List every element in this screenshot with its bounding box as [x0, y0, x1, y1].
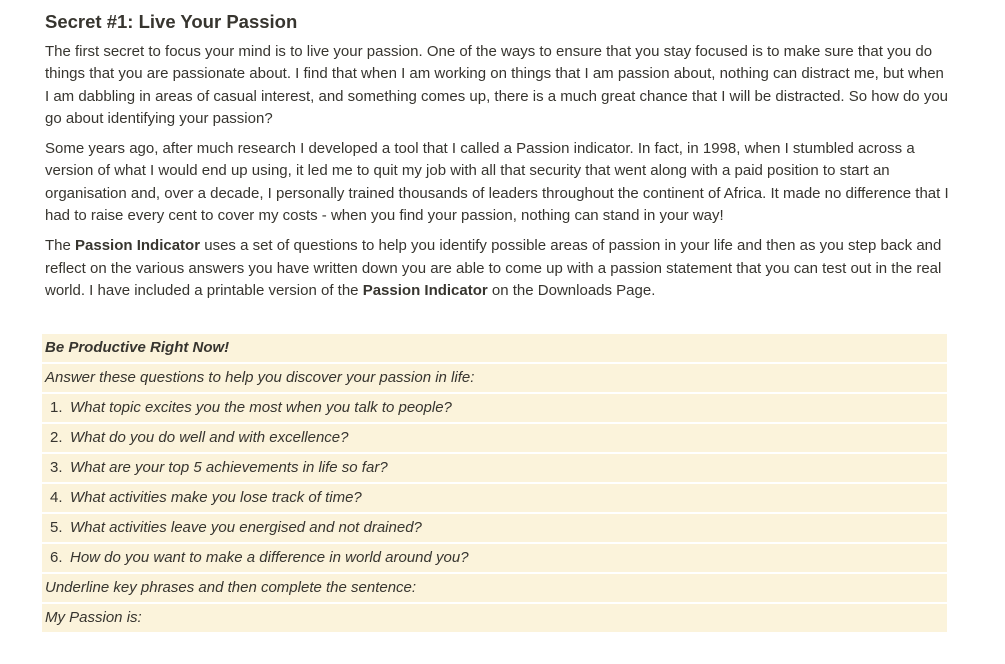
question-number: 6.: [50, 549, 63, 566]
question-item: [42, 544, 947, 572]
question-text: What activities make you lose track of time?: [70, 489, 362, 506]
question-number: 1.: [50, 399, 63, 416]
question-text: What activities leave you energised and not drained?: [70, 519, 422, 536]
question-text: What topic excites you the most when you talk to people?: [70, 399, 452, 416]
question-item: [42, 484, 947, 512]
question-text: What are your top 5 achievements in life so far?: [70, 459, 388, 476]
bold-term-passion-indicator: Passion Indicator: [362, 281, 488, 299]
callout-instruction: Underline key phrases and then complete the sentence:: [42, 574, 947, 602]
question-item: [42, 424, 947, 452]
paragraph-passion-intro: The first secret to focus your mind is to live your passion. One of the ways to ensure that you stay focused is to make sure that you do things that you are passionate about. I find that when I am working on things that I am passion about, nothing can distract me, but when I am dabbling in areas of casual interest, and something comes up, there is a much great chance that I will be distracted. So how do you go about identifying your passion?: [45, 43, 949, 127]
question-text: How do you want to make a difference in world around you?: [70, 549, 469, 566]
productivity-callout: [42, 334, 947, 634]
question-item: [42, 454, 947, 482]
paragraph-passion-story: Some years ago, after much research I developed a tool that I called a Passion indicator. In fact, in 1998, when I stumbled across a version of what I would end up using, it led me to quit my job with all that security that went along with a paid position to start an organisation and, over a decade, I personally trained thousands of leaders throughout the continent of Africa. It made no difference that I had to raise every cent to cover my costs - when you find your passion, nothing can stand in your way!: [45, 140, 949, 225]
paragraph-passion-indicator: [45, 235, 950, 302]
section-title: Secret #1: Live Your Passion: [45, 11, 298, 32]
question-number: 3.: [50, 459, 63, 476]
text-run: on the Downloads Page.: [487, 281, 656, 299]
text-run: The: [45, 237, 76, 255]
question-number: 4.: [50, 489, 63, 506]
question-item: [42, 514, 947, 542]
callout-intro: Answer these questions to help you discover your passion in life:: [42, 364, 947, 392]
bold-term-passion-indicator: Passion Indicator: [75, 237, 201, 255]
passion-statement-prompt: My Passion is:: [42, 604, 947, 632]
callout-heading: Be Productive Right Now!: [42, 334, 947, 362]
question-number: 5.: [50, 519, 63, 536]
text-run: uses a set of questions to help you identify possible areas of passion in your life and then as you step back and reflect on the various answers you have written down you are able to come up with a passion statement that you can test out in the real world. I have included a printable version of the: [45, 237, 942, 299]
question-text: What do you do well and with excellence?: [70, 429, 349, 446]
question-number: 2.: [50, 429, 63, 446]
question-item: [42, 394, 947, 422]
